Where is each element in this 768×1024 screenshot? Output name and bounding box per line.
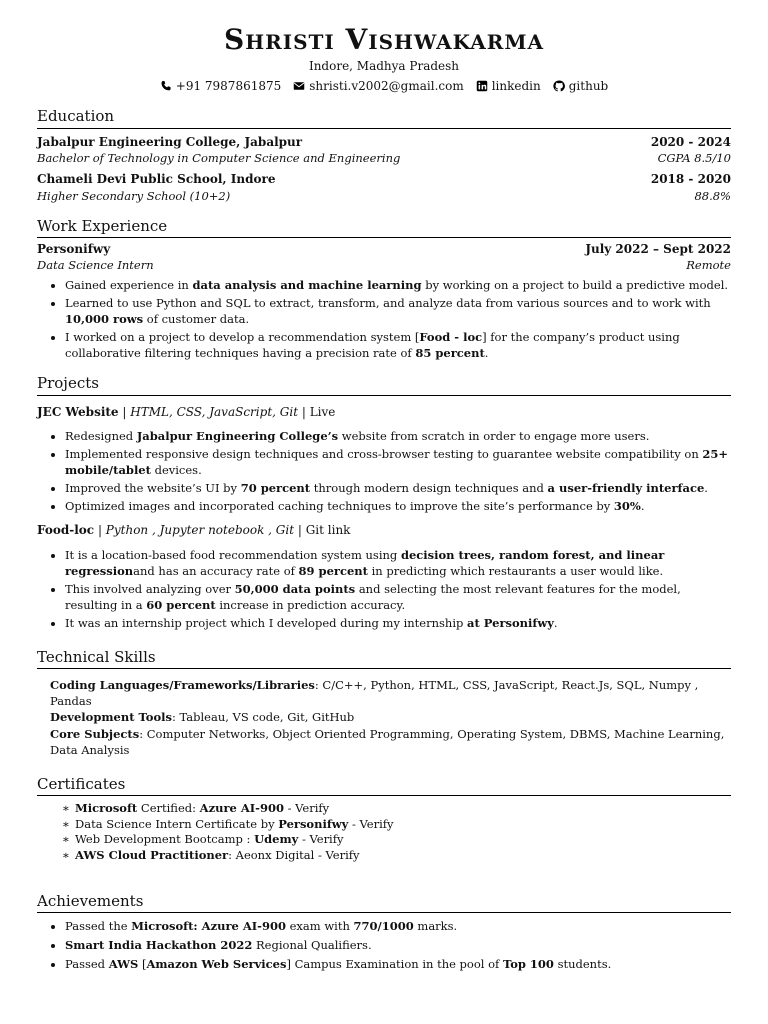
project-title: JEC Website — [37, 404, 119, 419]
github-label: github — [568, 79, 609, 94]
phone-contact[interactable] — [160, 78, 282, 94]
certificates-heading: Certificates — [37, 774, 731, 796]
body-text: . — [640, 499, 645, 514]
body-text: - Verify — [283, 800, 330, 815]
skills-list — [37, 677, 731, 757]
body-text: Passed — [65, 957, 109, 972]
body-text: Certified: — [137, 800, 200, 815]
body-text: Gained experience in — [65, 277, 193, 292]
list-item — [62, 801, 731, 817]
project-tech: HTML, CSS, JavaScript, Git — [130, 404, 299, 419]
emphasis-text: 50,000 data points — [234, 581, 356, 596]
work-location: Remote — [686, 258, 731, 273]
emphasis-text: 89 percent — [298, 563, 368, 578]
work-dates: July 2022 – Sept 2022 — [585, 242, 731, 257]
list-item — [65, 581, 731, 613]
body-text: It is a location-based food recommendation system using — [65, 547, 401, 562]
envelope-icon — [293, 80, 305, 92]
body-text: in predicting which restaurants a user would like. — [367, 563, 664, 578]
project-link[interactable]: Live — [309, 404, 336, 419]
skill-row: Development Tools: Tableau, VS code, Git, GitHub — [50, 710, 355, 725]
skill-label: Development Tools — [50, 710, 172, 725]
body-text: Optimized images and incorporated caching techniques to improve the site’s performance by — [65, 499, 614, 514]
list-item — [65, 918, 731, 934]
candidate-name: Shristi Vishwakarma — [223, 23, 544, 56]
body-text: students. — [553, 957, 612, 972]
list-item — [65, 295, 731, 327]
body-text: . — [484, 346, 489, 361]
email-contact[interactable] — [293, 78, 463, 94]
emphasis-text: 70 percent — [240, 481, 311, 496]
emphasis-text: a user-friendly interface — [547, 481, 705, 496]
phone-number: +91 7987861875 — [175, 79, 282, 94]
project-bullets — [37, 428, 731, 514]
linkedin-link[interactable] — [476, 78, 541, 94]
skill-value: Computer Networks, Object Oriented Programming, Operating System, DBMS, Machine Learning, Data Analysis — [50, 726, 725, 757]
emphasis-text: Food - loc — [419, 330, 483, 345]
list-item — [65, 446, 731, 478]
body-text: and has an accuracy rate of — [133, 563, 299, 578]
projects-heading: Projects — [37, 373, 731, 395]
skill-label: Core Subjects — [50, 726, 140, 741]
degree: Bachelor of Technology in Computer Science and Engineering — [37, 150, 401, 165]
company-name: Personifwy — [37, 242, 111, 257]
emphasis-text: Udemy — [254, 832, 299, 847]
education-entry — [37, 171, 731, 204]
skills-heading: Technical Skills — [37, 647, 731, 669]
body-text: Data Science Intern Certificate by — [75, 816, 279, 831]
body-text: and selecting the most relevant features for the model, resulting in a — [65, 581, 681, 612]
skill-value: Tableau, VS code, Git, GitHub — [179, 710, 355, 725]
candidate-location: Indore, Madhya Pradesh — [308, 59, 460, 73]
list-item — [65, 329, 731, 361]
list-item — [65, 480, 731, 496]
school-name: Jabalpur Engineering College, Jabalpur — [37, 134, 303, 149]
education-dates: 2020 - 2024 — [650, 134, 731, 149]
contact-bar — [37, 78, 731, 94]
achievements-list — [37, 918, 731, 972]
body-text: Passed the — [65, 919, 132, 934]
emphasis-text: Top 100 — [502, 957, 554, 972]
body-text: . — [704, 481, 708, 496]
body-text: through modern design techniques and — [310, 481, 548, 496]
work-entry — [37, 241, 731, 361]
body-text: Redesigned — [65, 428, 137, 443]
body-text: ] Campus Examination in the pool of — [286, 957, 503, 972]
emphasis-text: 30% — [613, 499, 641, 514]
education-entry — [37, 134, 731, 167]
list-item — [65, 615, 731, 631]
list-item — [65, 956, 731, 972]
emphasis-text: Jabalpur Engineering College’s — [136, 428, 339, 443]
body-text: marks. — [413, 919, 458, 934]
education-dates: 2018 - 2020 — [650, 172, 731, 187]
certificates-list — [37, 801, 731, 863]
list-item — [62, 817, 731, 833]
list-item — [62, 832, 731, 848]
emphasis-text: Amazon Web Services — [146, 957, 287, 972]
skill-label: Coding Languages/Frameworks/Libraries — [50, 678, 315, 693]
body-text: : Aeonx Digital - Verify — [228, 847, 360, 862]
project-title: Food-loc — [37, 523, 95, 538]
body-text: . — [553, 615, 558, 630]
project-header: Food-loc | Python , Jupyter notebook , Git | Git link — [37, 523, 351, 538]
emphasis-text: 10,000 rows — [65, 312, 144, 327]
phone-icon — [160, 80, 172, 92]
emphasis-text: Microsoft — [75, 800, 138, 815]
emphasis-text: at Personifwy — [467, 615, 554, 630]
body-text: It was an internship project which I developed during my internship — [65, 615, 468, 630]
emphasis-text: AWS Cloud Practitioner — [75, 847, 229, 862]
body-text: Implemented responsive design techniques and cross-browser testing to guarantee website compatibility on — [65, 446, 703, 461]
body-text: of customer data. — [143, 312, 250, 327]
emphasis-text: Smart India Hackathon 2022 — [65, 938, 253, 953]
body-text: exam with — [285, 919, 354, 934]
list-item — [62, 848, 731, 864]
body-text: - Verify — [348, 816, 394, 831]
body-text: increase in prediction accuracy. — [215, 597, 406, 612]
body-text: devices. — [150, 463, 202, 478]
body-text: by working on a project to build a predictive model. — [421, 277, 729, 292]
education-score: 88.8% — [694, 188, 731, 203]
linkedin-label: linkedin — [491, 79, 541, 94]
job-role: Data Science Intern — [37, 258, 154, 273]
linkedin-icon — [476, 80, 488, 92]
body-text: Improved the website’s UI by — [65, 481, 241, 496]
work-bullets — [37, 277, 731, 361]
body-text: This involved analyzing over — [65, 581, 235, 596]
project-tech: Python , Jupyter notebook , Git — [105, 523, 295, 538]
body-text: ] for the company’s product using collaborative filtering techniques having a precision rate of — [65, 330, 680, 361]
emphasis-text: AWS — [108, 957, 139, 972]
body-text: [ — [138, 957, 147, 972]
school-name: Chameli Devi Public School, Indore — [37, 172, 276, 187]
achievements-heading: Achievements — [37, 891, 731, 913]
github-link[interactable] — [553, 78, 608, 94]
emphasis-text: decision trees, random forest, and linear regression — [65, 547, 665, 578]
emphasis-text: data analysis and machine learning — [192, 277, 422, 292]
body-text: I worked on a project to develop a recommendation system [ — [65, 330, 420, 345]
emphasis-text: 770/1000 — [353, 919, 414, 934]
list-item — [65, 547, 731, 579]
body-text: Regional Qualifiers. — [252, 938, 372, 953]
emphasis-text: 60 percent — [146, 597, 216, 612]
list-item — [65, 498, 731, 514]
body-text: Web Development Bootcamp : — [75, 832, 255, 847]
github-icon — [553, 80, 565, 92]
emphasis-text: 25+ mobile/tablet — [65, 446, 729, 478]
skill-row: Core Subjects: Computer Networks, Object Oriented Programming, Operating System, DBMS, Machine Learning, Data Analysis — [50, 726, 725, 757]
emphasis-text: Microsoft: Azure AI-900 — [131, 919, 286, 934]
body-text: - Verify — [298, 832, 344, 847]
emphasis-text: Personifwy — [278, 816, 349, 831]
skill-value: C/C++, Python, HTML, CSS, JavaScript, React.Js, SQL, Numpy , Pandas — [50, 678, 699, 709]
list-item — [65, 277, 731, 293]
body-text: Learned to use Python and SQL to extract, transform, and analyze data from various sources and to work with — [65, 296, 711, 311]
work-heading: Work Experience — [37, 216, 731, 238]
education-score: CGPA 8.5/10 — [657, 150, 731, 165]
list-item — [65, 937, 731, 953]
project-header: JEC Website | HTML, CSS, JavaScript, Git | Live — [37, 404, 336, 419]
emphasis-text: 85 percent — [415, 346, 485, 361]
emphasis-text: Azure AI-900 — [199, 800, 284, 815]
skill-row: Coding Languages/Frameworks/Libraries: C/C++, Python, HTML, CSS, JavaScript, React.Js, SQL, Numpy , Pandas — [50, 678, 699, 709]
project-link[interactable]: Git link — [305, 523, 351, 538]
body-text: website from scratch in order to engage more users. — [338, 428, 650, 443]
list-item — [65, 428, 731, 444]
degree: Higher Secondary School (10+2) — [37, 188, 231, 203]
project-bullets — [37, 547, 731, 631]
education-heading: Education — [37, 106, 731, 128]
email-address: shristi.v2002@gmail.com — [309, 79, 464, 94]
